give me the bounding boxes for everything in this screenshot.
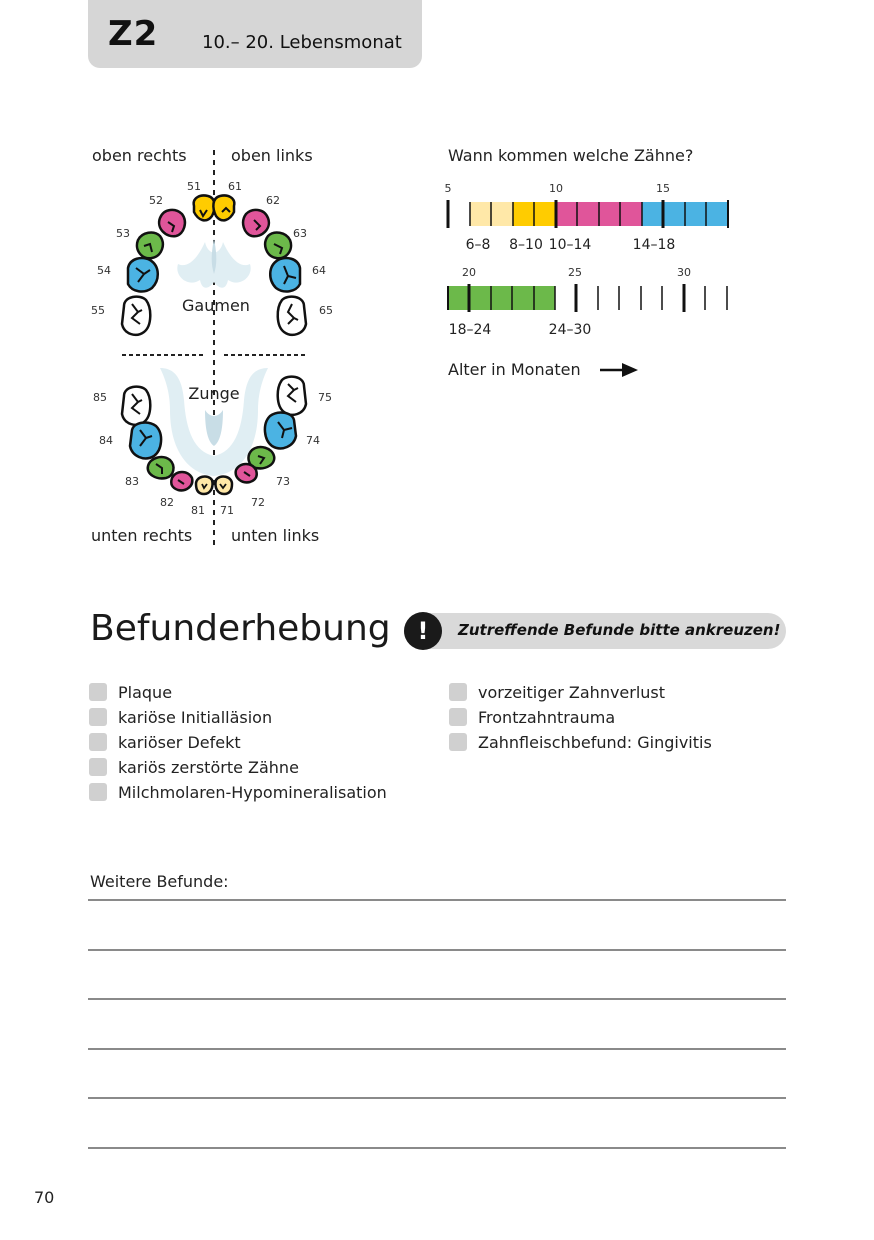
more-findings-label: Weitere Befunde: bbox=[90, 872, 229, 891]
tooth-84 bbox=[130, 423, 161, 459]
findings-title: Befunderhebung bbox=[90, 608, 391, 649]
palate-label: Gaumen bbox=[182, 296, 250, 315]
tooth-72 bbox=[236, 464, 257, 482]
axis-label: Alter in Monaten bbox=[448, 360, 581, 379]
tooth-number-65: 65 bbox=[319, 304, 333, 317]
checkbox[interactable] bbox=[89, 758, 107, 776]
tooth-52 bbox=[159, 210, 185, 236]
checkbox[interactable] bbox=[89, 783, 107, 801]
tooth-number-83: 83 bbox=[125, 475, 139, 488]
tooth-number-81: 81 bbox=[191, 504, 205, 517]
tooth-number-53: 53 bbox=[116, 227, 130, 240]
tooth-number-82: 82 bbox=[160, 496, 174, 509]
quadrant-upper-right: oben rechts bbox=[92, 146, 187, 165]
exclamation-icon: ! bbox=[404, 612, 442, 650]
range-10-14: 10–14 bbox=[548, 237, 592, 253]
tooth-51 bbox=[194, 195, 215, 220]
timeline-title: Wann kommen welche Zähne? bbox=[448, 146, 694, 165]
tooth-number-54: 54 bbox=[97, 264, 111, 277]
row2-tick-20: 20 bbox=[462, 266, 476, 279]
row1-tick-5: 5 bbox=[444, 182, 452, 195]
section-code: Z2 bbox=[108, 14, 159, 54]
tooth-63 bbox=[265, 233, 291, 259]
row1-tick-15: 15 bbox=[656, 182, 670, 195]
checkbox[interactable] bbox=[89, 708, 107, 726]
tooth-55 bbox=[122, 297, 150, 335]
row1-tick-10: 10 bbox=[549, 182, 563, 195]
tooth-number-71: 71 bbox=[220, 504, 234, 517]
tongue-label: Zunge bbox=[188, 384, 240, 403]
tooth-83 bbox=[148, 457, 174, 478]
writing-line[interactable] bbox=[88, 899, 786, 901]
eruption-timeline bbox=[430, 140, 750, 390]
checkbox[interactable] bbox=[449, 733, 467, 751]
row2-green-bar bbox=[448, 286, 555, 310]
checkbox[interactable] bbox=[89, 683, 107, 701]
tooth-85 bbox=[122, 387, 150, 425]
tooth-81 bbox=[196, 477, 213, 494]
tooth-number-73: 73 bbox=[276, 475, 290, 488]
tooth-53 bbox=[137, 233, 163, 259]
tooth-65 bbox=[278, 297, 306, 335]
writing-line[interactable] bbox=[88, 949, 786, 951]
tooth-number-52: 52 bbox=[149, 194, 163, 207]
tooth-74 bbox=[265, 413, 296, 449]
tooth-number-55: 55 bbox=[91, 304, 105, 317]
writing-line[interactable] bbox=[88, 1147, 786, 1149]
writing-line[interactable] bbox=[88, 1097, 786, 1099]
range-18-24: 18–24 bbox=[448, 322, 492, 338]
tooth-62 bbox=[243, 210, 269, 236]
tooth-number-62: 62 bbox=[266, 194, 280, 207]
tooth-75 bbox=[278, 377, 306, 415]
tooth-number-74: 74 bbox=[306, 434, 320, 447]
tooth-number-51: 51 bbox=[187, 180, 201, 193]
notice-text: Zutreffende Befunde bitte ankreuzen! bbox=[458, 621, 781, 639]
tooth-54 bbox=[128, 258, 158, 291]
tooth-number-85: 85 bbox=[93, 391, 107, 404]
writing-line[interactable] bbox=[88, 1048, 786, 1050]
tooth-number-84: 84 bbox=[99, 434, 113, 447]
tooth-number-75: 75 bbox=[318, 391, 332, 404]
quadrant-lower-right: unten rechts bbox=[91, 526, 193, 545]
checkbox[interactable] bbox=[449, 683, 467, 701]
tooth-number-61: 61 bbox=[228, 180, 242, 193]
row2-tick-25: 25 bbox=[568, 266, 582, 279]
page-number: 70 bbox=[34, 1188, 55, 1207]
dental-chart bbox=[0, 0, 440, 560]
range-8-10: 8–10 bbox=[509, 237, 543, 253]
range-14-18: 14–18 bbox=[632, 237, 676, 253]
range-24-30: 24–30 bbox=[548, 322, 592, 338]
quadrant-lower-left: unten links bbox=[231, 526, 320, 545]
quadrant-upper-left: oben links bbox=[231, 146, 313, 165]
tooth-number-63: 63 bbox=[293, 227, 307, 240]
tooth-61 bbox=[213, 195, 234, 220]
arrow-right-icon bbox=[600, 363, 638, 377]
palate-shape bbox=[177, 238, 250, 288]
notice-pill bbox=[404, 613, 786, 649]
checkbox[interactable] bbox=[89, 733, 107, 751]
row2-tick-30: 30 bbox=[677, 266, 691, 279]
tooth-number-72: 72 bbox=[251, 496, 265, 509]
range-6-8: 6–8 bbox=[465, 237, 491, 253]
tooth-64 bbox=[270, 258, 300, 291]
checkbox[interactable] bbox=[449, 708, 467, 726]
tooth-82 bbox=[171, 472, 192, 490]
writing-line[interactable] bbox=[88, 998, 786, 1000]
tooth-number-64: 64 bbox=[312, 264, 326, 277]
section-subtitle: 10.– 20. Lebensmonat bbox=[202, 32, 402, 53]
tooth-71 bbox=[215, 477, 232, 494]
